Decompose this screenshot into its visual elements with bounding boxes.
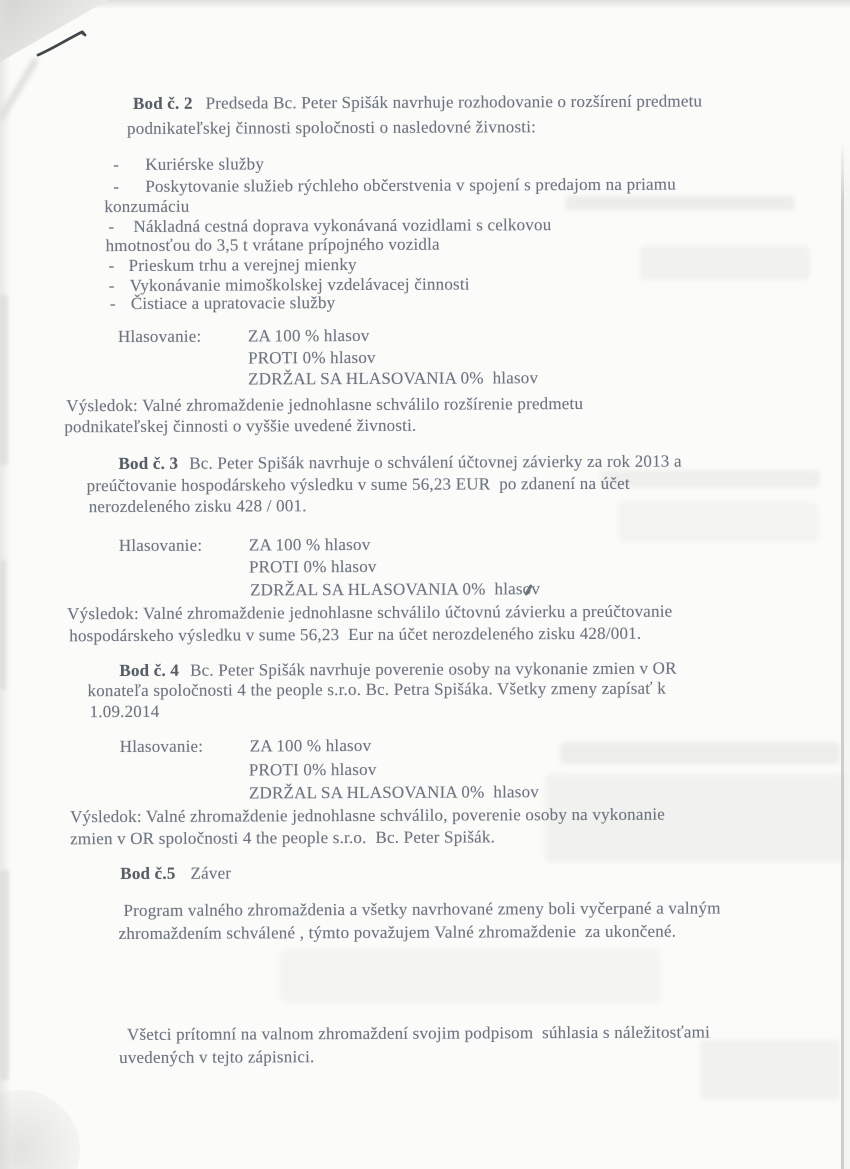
list-item — [113, 174, 676, 198]
list-item-continuation: hmotnosťou do 3,5 t vrátane prípojného vozidla — [105, 234, 440, 256]
bod4-label: Bod č. 4 — [119, 660, 180, 681]
list-dash: - — [113, 155, 120, 175]
bod3-text: Bc. Peter Spišák navrhuje o schválení účtovnej závierky za rok 2013 a — [189, 451, 682, 473]
vote-zdrzal: ZDRŽAL SA HLASOVANIA 0% hlasov — [248, 368, 539, 389]
vote-za: ZA 100 % hlasov — [249, 735, 372, 756]
vote-zdrzal: ZDRŽAL SA HLASOVANIA 0% hlasov — [250, 579, 541, 600]
bod4-text: Bc. Peter Spišák navrhuje poverenie osoby na vykonanie zmien v OR — [190, 658, 677, 680]
vote-za: ZA 100 % hlasov — [247, 325, 370, 346]
bod3-label: Bod č. 3 — [118, 453, 179, 474]
list-item-text: Poskytovanie služieb rýchleho občerstvenia v spojení s predajom na priamu — [145, 174, 676, 196]
bod2-text-line: podnikateľskej činnosti spoločnosti o nasledovné živnosti: — [126, 117, 537, 138]
list-dash: - — [108, 256, 115, 276]
footer-line: Všetci prítomní na valnom zhromaždení svojim podpisom súhlasia s náležitosťami — [126, 1022, 711, 1044]
bod5-text: Záver — [190, 863, 232, 883]
list-item-text: Prieskum trhu a verejnej mienky — [128, 254, 357, 275]
bod4-text-line: 1.09.2014 — [89, 701, 160, 722]
vote-za: ZA 100 % hlasov — [248, 534, 371, 555]
list-item-text: Čistiace a upratovacie služby — [130, 293, 336, 313]
list-item — [110, 292, 336, 315]
footer-line: uvedených v tejto zápisnici. — [119, 1047, 315, 1068]
vote-proti: PROTI 0% hlasov — [248, 556, 377, 577]
closing-line: Program valného zhromaždenia a všetky navrhované zmeny boli vyčerpané a valným — [123, 898, 721, 920]
vote-zdrzal: ZDRŽAL SA HLASOVANIA 0% hlasov — [248, 782, 539, 803]
bod2-heading-line — [133, 90, 702, 114]
bod2-label: Bod č. 2 — [132, 93, 193, 113]
list-dash: - — [108, 276, 115, 296]
closing-line: zhromaždením schválené , týmto považujem Valné zhromaždenie za ukončené. — [118, 921, 677, 944]
vysledok-line: podnikateľskej činnosti o vyššie uvedené živnosti. — [64, 415, 417, 437]
vote-proti: PROTI 0% hlasov — [247, 347, 376, 368]
bod2-text: Predseda Bc. Peter Spišák navrhuje rozhodovanie o rozšírení predmetu — [205, 91, 703, 113]
vysledok-line: zmien v OR spoločnosti 4 the people s.r.o. Bc. Peter Spišák. — [70, 827, 496, 849]
bod4-text-line: konateľa spoločnosti 4 the people s.r.o. Bc. Petra Spišáka. Všetky zmeny zapísať k — [87, 678, 666, 701]
vote-label: Hlasovanie: — [117, 326, 202, 347]
list-dash: - — [109, 294, 116, 314]
list-item-continuation: konzumáciu — [104, 196, 190, 217]
list-dash: - — [108, 217, 115, 237]
bod3-text-line: nerozdeleného zisku 428 / 001. — [88, 496, 307, 517]
list-item — [113, 153, 264, 176]
list-dash: - — [113, 177, 120, 197]
vysledok-line: hospodárskeho výsledku v sume 56,23 Eur na účet nerozdeleného zisku 428/001. — [69, 623, 642, 646]
bod3-heading-line — [118, 451, 681, 475]
vote-label: Hlasovanie: — [118, 535, 203, 556]
list-item-text: Nákladná cestná doprava vykonávaná vozidlami s celkovou — [133, 215, 552, 236]
vysledok-line: Výsledok: Valné zhromaždenie jednohlasne schválilo účtovnú závierku a preúčtovanie — [67, 601, 673, 624]
bod5-heading-line — [120, 863, 231, 885]
bod5-label: Bod č.5 — [120, 863, 176, 884]
vysledok-line: Výsledok: Valné zhromaždenie jednohlasne schválilo, poverenie osoby na vykonanie — [69, 804, 666, 827]
vote-label: Hlasovanie: — [119, 736, 204, 757]
vote-proti: PROTI 0% hlasov — [248, 759, 377, 780]
vysledok-line: Výsledok: Valné zhromaždenie jednohlasne schválilo rozšírenie predmetu — [66, 393, 584, 416]
list-item-text: Vykonávanie mimoškolskej vzdelávacej činnosti — [129, 274, 470, 295]
list-item-text: Kuriérske služby — [145, 154, 265, 174]
bod3-text-line: preúčtovanie hospodárskeho výsledku v sume 56,23 EUR po zdanení na účet — [86, 473, 630, 496]
